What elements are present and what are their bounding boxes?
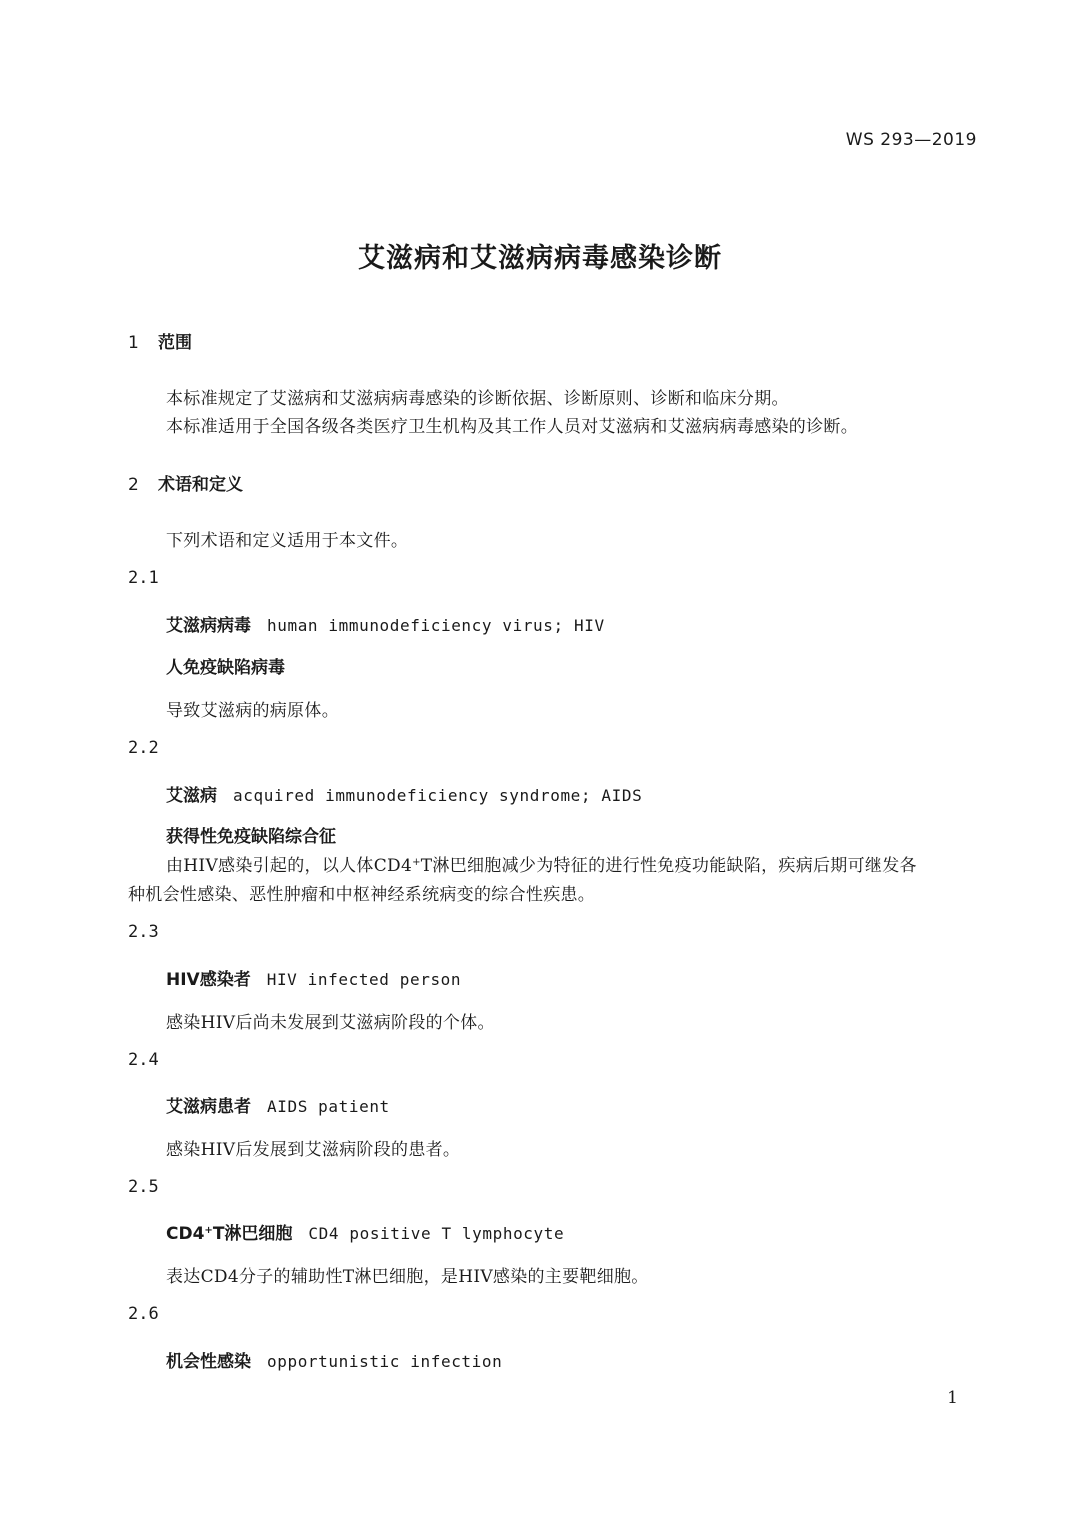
term-zh: 艾滋病患者 <box>166 1097 251 1117</box>
definition-text: 由HIV感染引起的，以人体CD4 <box>166 856 413 876</box>
term-definition-line-2: 种机会性感染、恶性肿瘤和中枢神经系统病变的综合性疾患。 <box>128 885 596 905</box>
term-definition: 感染HIV后发展到艾滋病阶段的患者。 <box>166 1140 461 1160</box>
term-definition: 感染HIV后尚未发展到艾滋病阶段的个体。 <box>166 1013 495 1033</box>
section-1-heading <box>128 328 192 353</box>
term-en: human immunodeficiency virus; HIV <box>267 616 605 635</box>
document-title: 艾滋病和艾滋病病毒感染诊断 <box>358 243 722 274</box>
term-zh <box>166 1224 292 1244</box>
term-en: acquired immunodeficiency syndrome; AIDS <box>233 786 643 805</box>
section-number: 2 <box>128 475 139 495</box>
term-entry <box>166 965 461 990</box>
superscript-plus: + <box>204 1225 213 1236</box>
page-number: 1 <box>947 1388 958 1408</box>
clause-number: 2.6 <box>128 1304 159 1324</box>
clause-number: 2.4 <box>128 1050 159 1070</box>
term-zh: 艾滋病病毒 <box>166 616 251 636</box>
term-entry <box>166 781 642 806</box>
scope-paragraph-1: 本标准规定了艾滋病和艾滋病病毒感染的诊断依据、诊断原则、诊断和临床分期。 <box>166 389 789 409</box>
term-definition: 表达CD4分子的辅助性T淋巴细胞，是HIV感染的主要靶细胞。 <box>166 1267 649 1287</box>
term-en: CD4 positive T lymphocyte <box>308 1224 565 1243</box>
term-zh: 机会性感染 <box>166 1352 251 1372</box>
clause-number: 2.3 <box>128 922 159 942</box>
term-zh: HIV感染者 <box>166 970 251 990</box>
term-definition-line-1 <box>166 851 917 876</box>
terms-intro: 下列术语和定义适用于本文件。 <box>166 531 409 551</box>
section-title: 范围 <box>158 333 192 353</box>
section-2-heading <box>128 470 243 495</box>
document-code: WS 293—2019 <box>845 130 977 150</box>
section-number: 1 <box>128 333 139 353</box>
term-zh: 艾滋病 <box>166 786 217 806</box>
clause-number: 2.5 <box>128 1177 159 1197</box>
clause-number: 2.1 <box>128 568 159 588</box>
term-synonym: 获得性免疫缺陷综合征 <box>166 827 336 847</box>
section-title: 术语和定义 <box>158 475 243 495</box>
superscript-plus: + <box>412 857 421 868</box>
term-synonym: 人免疫缺陷病毒 <box>166 658 285 678</box>
term-en: opportunistic infection <box>267 1352 503 1371</box>
term-en: HIV infected person <box>266 970 462 989</box>
term-entry <box>166 1219 564 1244</box>
scope-paragraph-2: 本标准适用于全国各级各类医疗卫生机构及其工作人员对艾滋病和艾滋病病毒感染的诊断。 <box>166 417 858 437</box>
term-en: AIDS patient <box>267 1097 390 1116</box>
definition-text: T淋巴细胞减少为特征的进行性免疫功能缺陷，疾病后期可继发各 <box>420 856 917 876</box>
term-definition: 导致艾滋病的病原体。 <box>166 701 339 721</box>
term-zh-part: T淋巴细胞 <box>212 1224 293 1244</box>
clause-number: 2.2 <box>128 738 159 758</box>
term-zh-part: CD4 <box>166 1224 205 1244</box>
term-entry <box>166 1347 502 1372</box>
term-entry <box>166 1092 390 1117</box>
term-entry <box>166 611 605 636</box>
